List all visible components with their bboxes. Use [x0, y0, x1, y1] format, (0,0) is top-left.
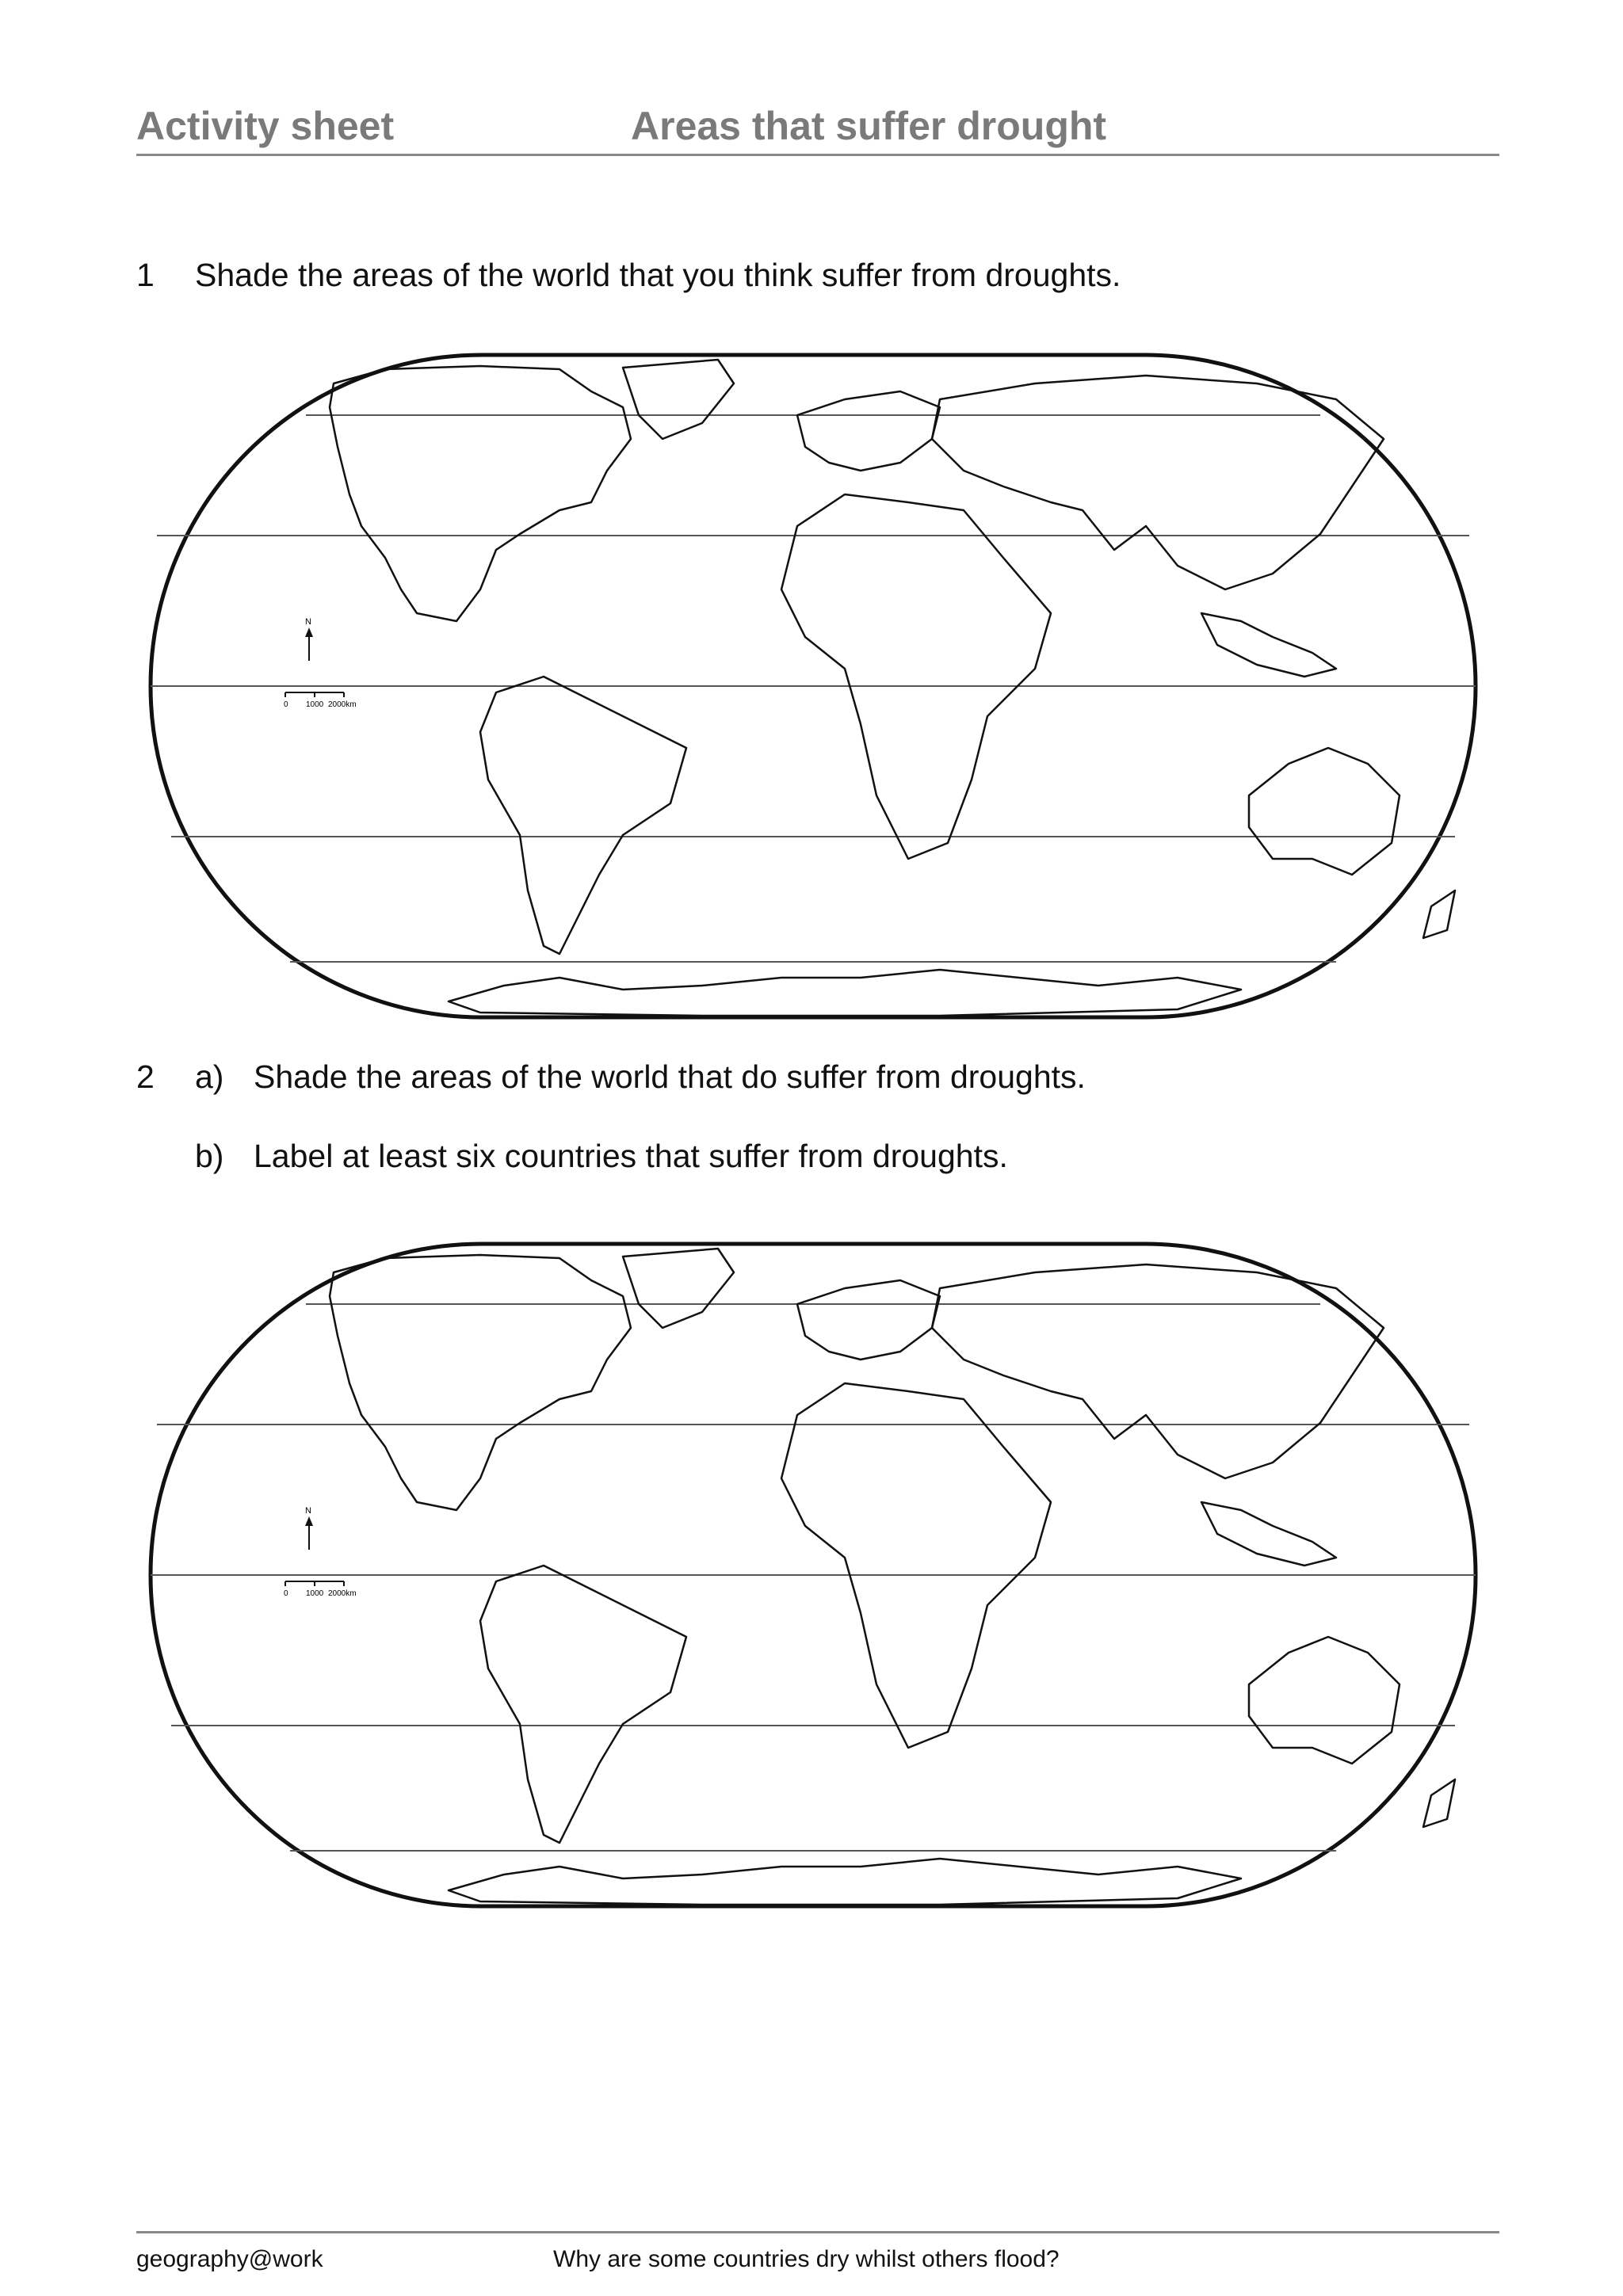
north-label: N: [305, 617, 311, 627]
footer-title: Why are some countries dry whilst others flood?: [553, 2246, 1060, 2272]
question-2b-label: b): [195, 1138, 224, 1174]
question-2a-text: Shade the areas of the world that do suffer from droughts.: [254, 1058, 1086, 1095]
north-label: N: [305, 1506, 311, 1516]
page-footer: [136, 2231, 1499, 2281]
footer-brand: geography@work: [136, 2246, 323, 2272]
world-map-1[interactable]: [147, 352, 1479, 1020]
question-2-number: 2: [136, 1058, 155, 1095]
new-zealand: [1423, 1779, 1455, 1827]
new-zealand: [1423, 891, 1455, 938]
scale-1000: 1000: [306, 700, 324, 709]
question-2b-text: Label at least six countries that suffer from droughts.: [254, 1138, 1008, 1174]
scale-2000km: 2000km: [328, 700, 357, 709]
question-1-number: 1: [136, 257, 155, 293]
page-header: [136, 101, 1499, 156]
question-1-text: Shade the areas of the world that you think suffer from droughts.: [195, 257, 1121, 293]
scale-2000km: 2000km: [328, 1589, 357, 1598]
world-map-2[interactable]: [147, 1241, 1479, 1909]
scale-0: 0: [284, 1589, 288, 1598]
scale-0: 0: [284, 700, 288, 709]
scale-1000: 1000: [306, 1589, 324, 1598]
question-2a-label: a): [195, 1058, 224, 1095]
header-title: Areas that suffer drought: [631, 104, 1107, 148]
header-activity-sheet: Activity sheet: [136, 104, 395, 148]
